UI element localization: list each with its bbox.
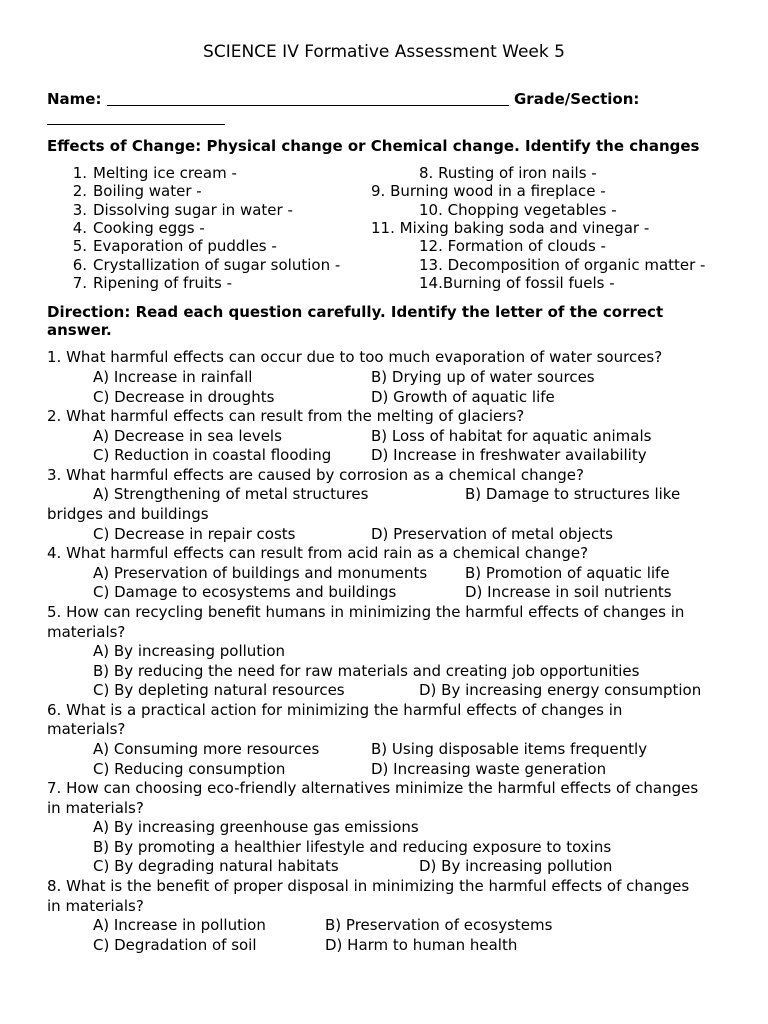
q8-option-b: B) Preservation of ecosystems [325,916,553,934]
list-item: 3. Dissolving sugar in water - [72,201,293,219]
question-6-continued: materials? [47,720,126,738]
q5-option-b: B) By reducing the need for raw materials and creating job opportunities [93,662,640,680]
q7-option-a: A) By increasing greenhouse gas emissions [93,818,419,836]
q5-option-c: C) By depleting natural resources [93,681,345,699]
grade-section-label: Grade/Section: [514,90,640,108]
name-label: Name: [47,90,102,108]
q7-option-c: C) By degrading natural habitats [93,857,339,875]
list-item: 11. Mixing baking soda and vinegar - [371,219,650,237]
q5-option-d: D) By increasing energy consumption [419,681,702,699]
list-item: 1. Melting ice cream - [72,164,237,182]
list-item: 5. Evaporation of puddles - [72,237,277,255]
q4-option-d: D) Increase in soil nutrients [465,583,672,601]
q4-option-a: A) Preservation of buildings and monuments [93,564,428,582]
name-blank [107,105,509,106]
q8-option-c: C) Degradation of soil [93,936,257,954]
q3-option-b-continued: bridges and buildings [47,505,209,523]
q1-option-d: D) Growth of aquatic life [371,388,555,406]
list-item: 10. Chopping vegetables - [419,201,617,219]
question-3: 3. What harmful effects are caused by corrosion as a chemical change? [47,466,584,484]
q8-option-a: A) Increase in pollution [93,916,266,934]
question-7: 7. How can choosing eco-friendly alternatives minimize the harmful effects of changes [47,779,699,797]
q3-option-c: C) Decrease in repair costs [93,525,296,543]
part1-heading: Effects of Change: Physical change or Chemical change. Identify the changes [47,137,700,155]
q1-option-c: C) Decrease in droughts [93,388,275,406]
q1-option-a: A) Increase in rainfall [93,368,253,386]
q6-option-b: B) Using disposable items frequently [371,740,648,758]
list-item: 14.Burning of fossil fuels - [419,274,615,292]
q8-option-d: D) Harm to human health [325,936,518,954]
list-item: 2. Boiling water - [72,182,202,200]
question-2: 2. What harmful effects can result from the melting of glaciers? [47,407,525,425]
page-title: SCIENCE IV Formative Assessment Week 5 [203,42,565,62]
question-5-continued: materials? [47,623,126,641]
q2-option-d: D) Increase in freshwater availability [371,446,647,464]
q1-option-b: B) Drying up of water sources [371,368,595,386]
list-item: 13. Decomposition of organic matter - [419,256,706,274]
question-4: 4. What harmful effects can result from acid rain as a chemical change? [47,544,589,562]
q6-option-d: D) Increasing waste generation [371,760,607,778]
question-8-continued: in materials? [47,897,144,915]
q2-option-b: B) Loss of habitat for aquatic animals [371,427,652,445]
question-8: 8. What is the benefit of proper disposal in minimizing the harmful effects of changes [47,877,690,895]
q6-option-c: C) Reducing consumption [93,760,286,778]
question-5: 5. How can recycling benefit humans in minimizing the harmful effects of changes in [47,603,685,621]
list-item: 12. Formation of clouds - [419,237,606,255]
list-item: 8. Rusting of iron nails - [419,164,597,182]
question-7-continued: in materials? [47,799,144,817]
q2-option-c: C) Reduction in coastal flooding [93,446,332,464]
q4-option-b: B) Promotion of aquatic life [465,564,670,582]
q2-option-a: A) Decrease in sea levels [93,427,282,445]
list-item: 9. Burning wood in a fireplace - [371,182,606,200]
direction-line-2: answer. [47,321,112,339]
q4-option-c: C) Damage to ecosystems and buildings [93,583,397,601]
q6-option-a: A) Consuming more resources [93,740,320,758]
list-item: 7. Ripening of fruits - [72,274,233,292]
q3-option-a: A) Strengthening of metal structures [93,485,369,503]
q7-option-d: D) By increasing pollution [419,857,613,875]
q3-option-d: D) Preservation of metal objects [371,525,613,543]
grade-section-blank [47,124,225,125]
q3-option-b: B) Damage to structures like [465,485,681,503]
list-item: 6. Crystallization of sugar solution - [72,256,341,274]
direction-line-1: Direction: Read each question carefully. Identify the letter of the correct [47,303,664,321]
q7-option-b: B) By promoting a healthier lifestyle and reducing exposure to toxins [93,838,612,856]
question-6: 6. What is a practical action for minimizing the harmful effects of changes in [47,701,623,719]
question-1: 1. What harmful effects can occur due to too much evaporation of water sources? [47,348,663,366]
list-item: 4. Cooking eggs - [72,219,205,237]
q5-option-a: A) By increasing pollution [93,642,286,660]
